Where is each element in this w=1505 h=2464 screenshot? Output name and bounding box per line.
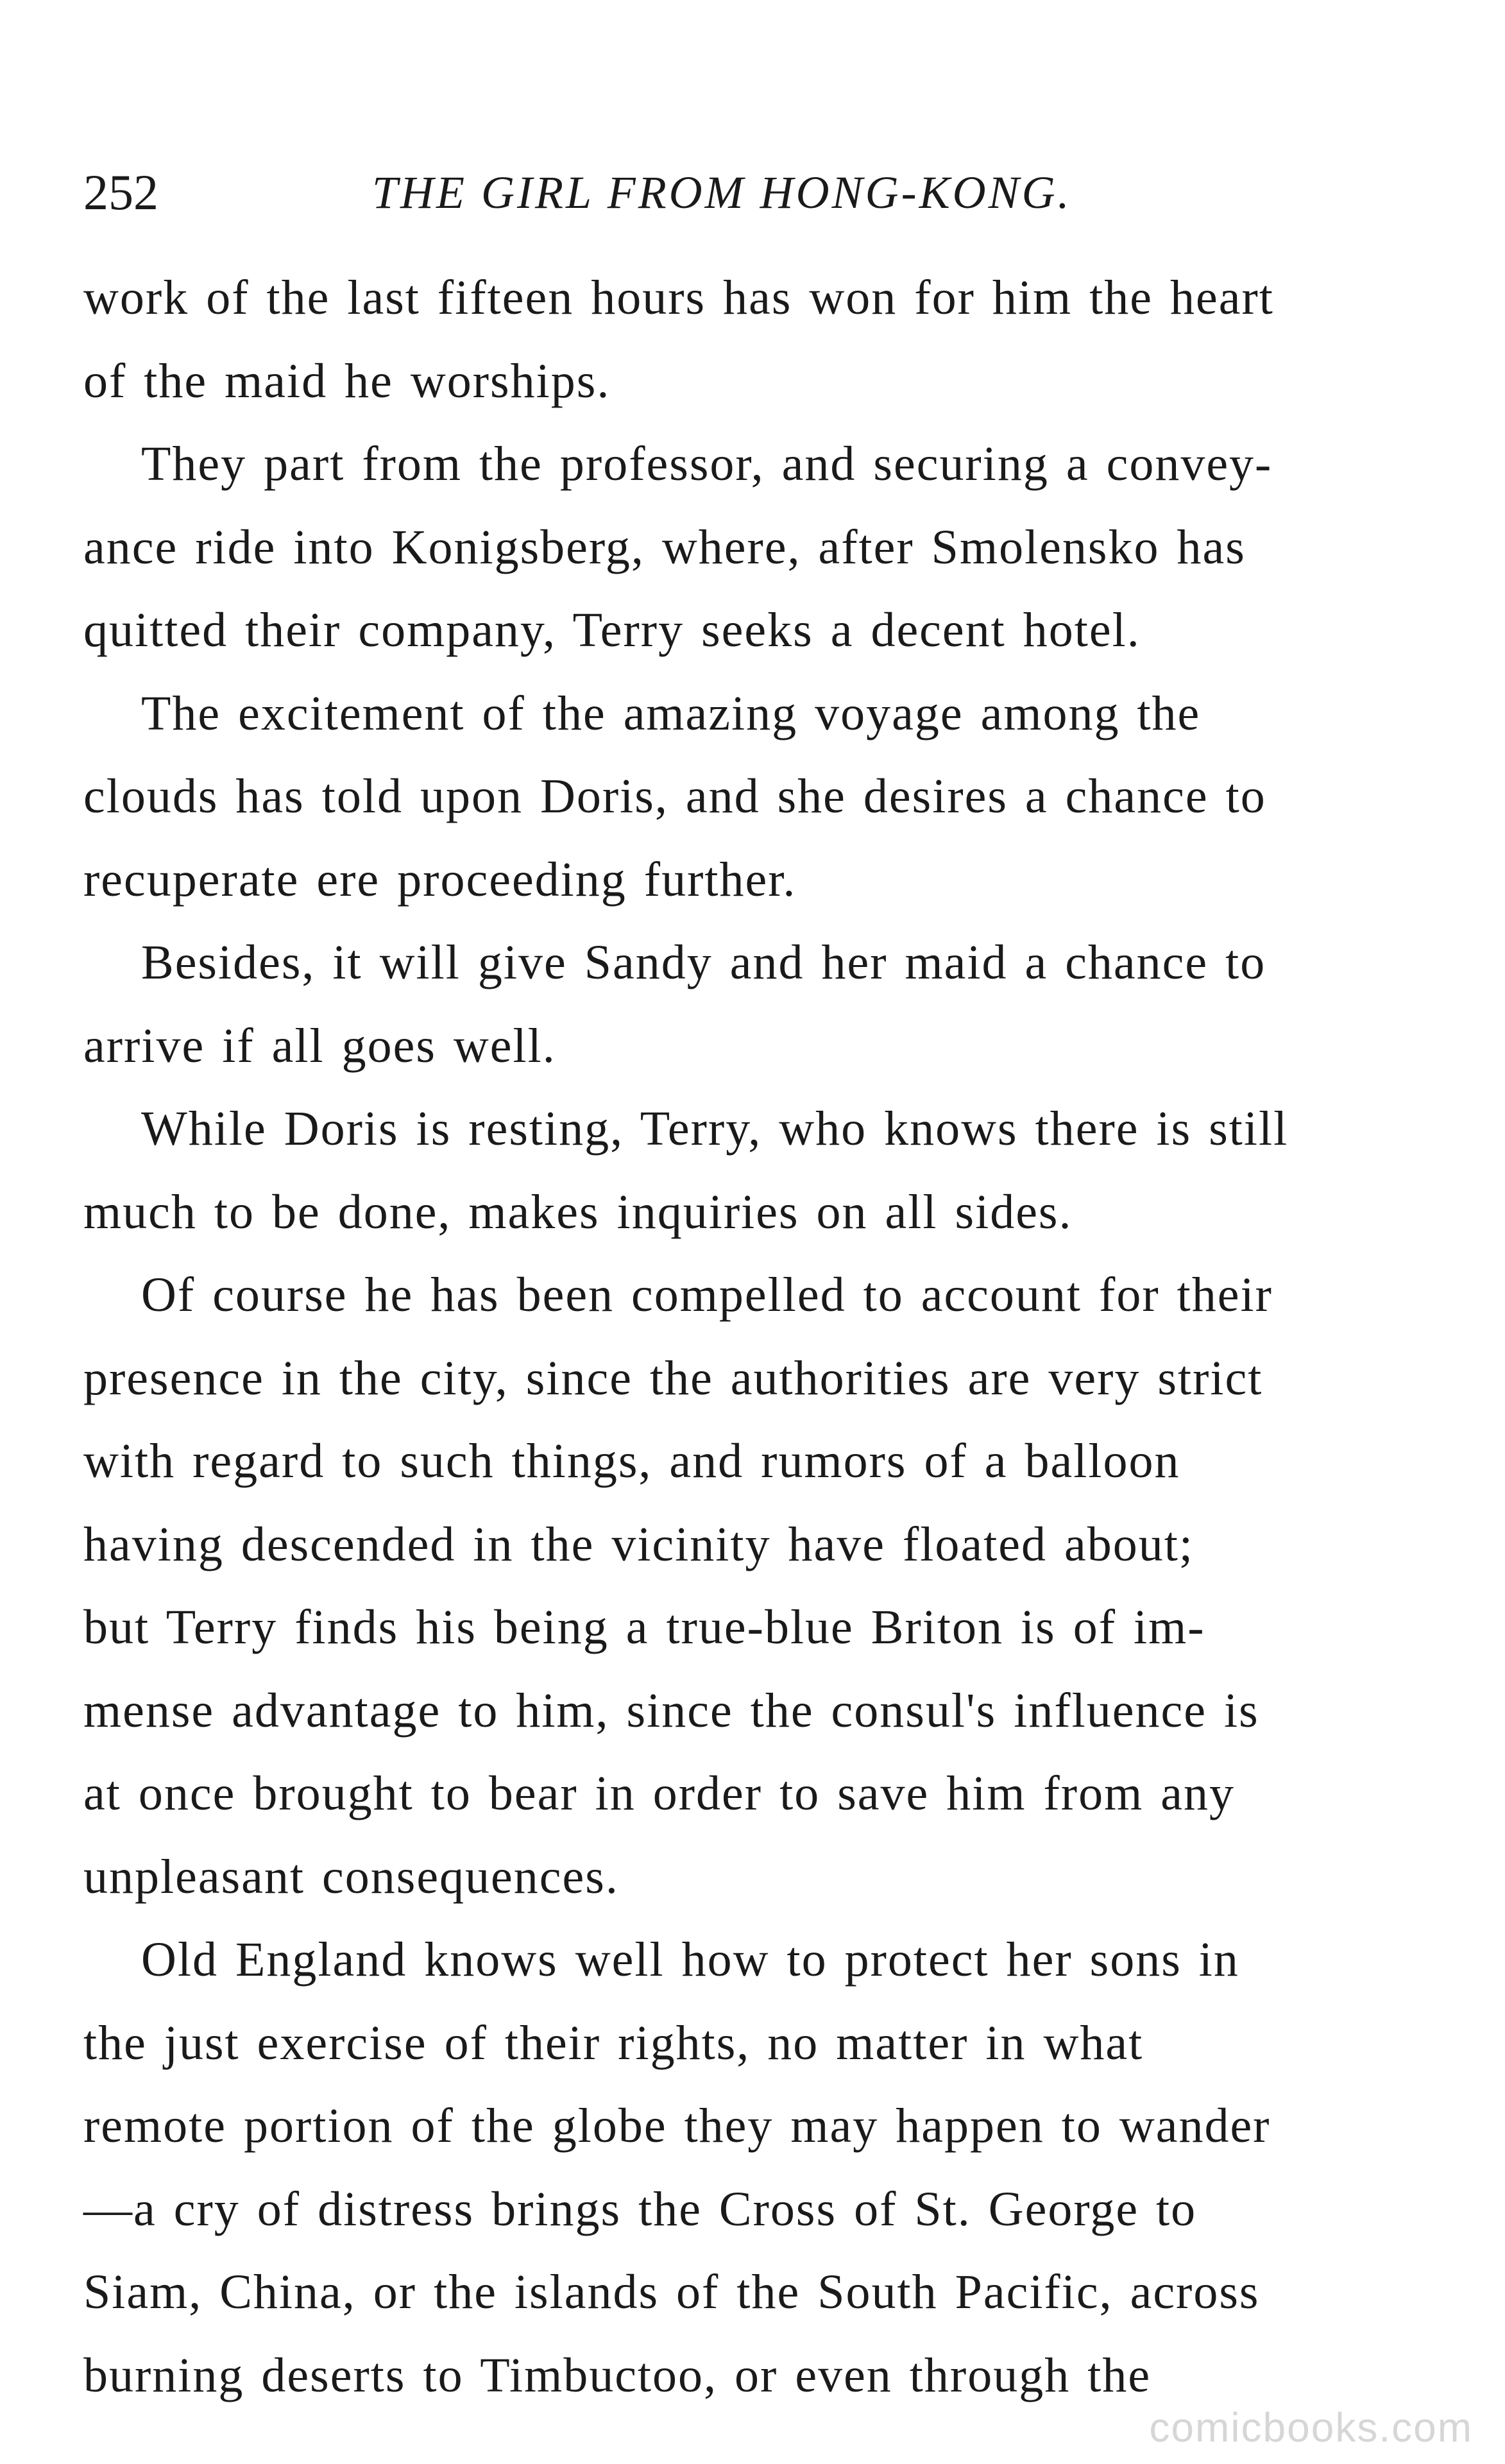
text-line: the just exercise of their rights, no matter in what xyxy=(83,2015,1144,2070)
text-line: having descended in the vicinity have floated about; xyxy=(83,1517,1194,1571)
text-line: quitted their company, Terry seeks a decent hotel. xyxy=(83,603,1141,657)
text-line: ance ride into Konigsberg, where, after Smolensko has xyxy=(83,520,1246,574)
text-line: recuperate ere proceeding further. xyxy=(83,852,797,907)
text-line: remote portion of the globe they may happen to wander xyxy=(83,2099,1271,2153)
page-number: 252 xyxy=(83,164,158,220)
text-line: much to be done, makes inquiries on all sides. xyxy=(83,1185,1073,1239)
text-line: Of course he has been compelled to account for their xyxy=(141,1268,1273,1322)
text-line: with regard to such things, and rumors of a balloon xyxy=(83,1434,1180,1488)
text-line: While Doris is resting, Terry, who knows there is still xyxy=(141,1102,1289,1156)
text-line: Old England knows well how to protect her sons in xyxy=(141,1933,1239,1987)
text-line: of the maid he worships. xyxy=(83,354,611,408)
text-line: Siam, China, or the islands of the South Pacific, across xyxy=(83,2265,1260,2319)
body-text xyxy=(83,257,1424,2417)
running-title: THE GIRL FROM HONG-KONG. xyxy=(372,167,1072,218)
text-line: arrive if all goes well. xyxy=(83,1018,556,1073)
text-line: presence in the city, since the authorities are very strict xyxy=(83,1351,1263,1405)
text-line: but Terry finds his being a true-blue Briton is of im- xyxy=(83,1600,1205,1654)
text-line: unpleasant consequences. xyxy=(83,1849,619,1904)
watermark: comicbooks.com xyxy=(1149,2404,1473,2451)
text-line: at once brought to bear in order to save him from any xyxy=(83,1767,1235,1820)
text-line: —a cry of distress brings the Cross of St. George to xyxy=(83,2182,1197,2236)
page-header xyxy=(83,164,1424,221)
text-line: mense advantage to him, since the consul's influence is xyxy=(83,1683,1259,1738)
text-line: They part from the professor, and securing a convey- xyxy=(141,437,1273,491)
text-line: work of the last fifteen hours has won for him the heart xyxy=(83,271,1274,325)
text-line: burning deserts to Timbuctoo, or even through the xyxy=(83,2348,1152,2402)
text-line: The excitement of the amazing voyage among the xyxy=(141,686,1201,740)
text-line: clouds has told upon Doris, and she desires a chance to xyxy=(83,769,1266,823)
text-line: Besides, it will give Sandy and her maid a chance to xyxy=(141,936,1266,989)
